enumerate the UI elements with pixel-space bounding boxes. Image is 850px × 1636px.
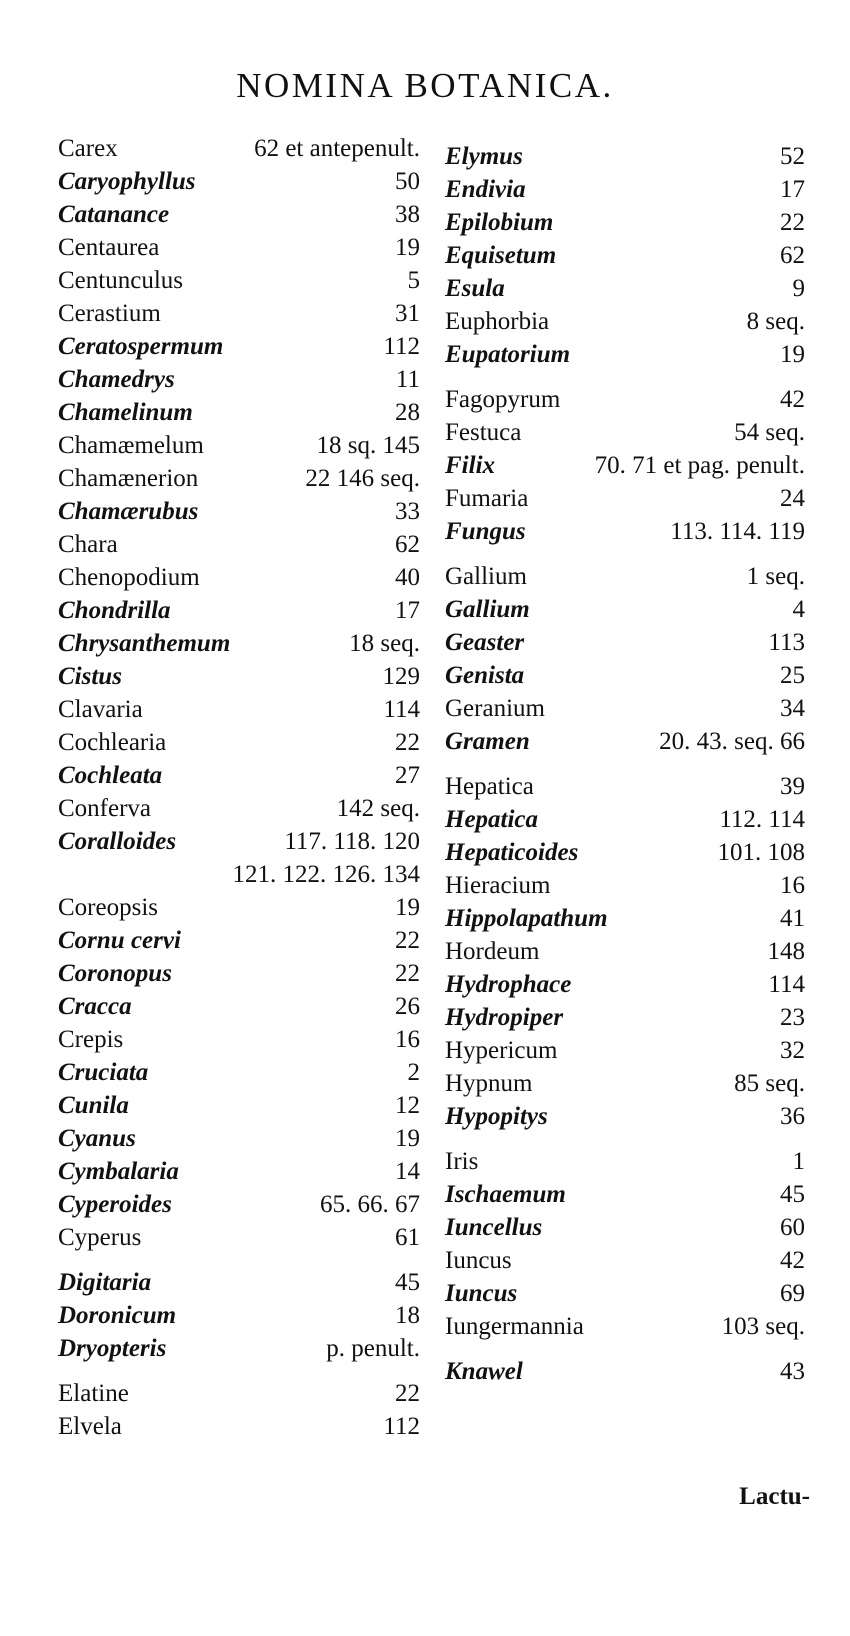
index-term: Gramen	[445, 728, 530, 755]
index-entry	[445, 449, 805, 482]
index-term: Eupatorium	[445, 341, 571, 368]
index-entry	[58, 264, 420, 297]
index-entry	[445, 1100, 805, 1133]
index-page-ref: 11	[395, 366, 420, 393]
index-page-ref: 19	[395, 894, 420, 921]
index-page-ref: 40	[395, 564, 420, 591]
index-page-ref: 26	[395, 993, 420, 1020]
index-entry	[58, 693, 420, 726]
page-title: NOMINA BOTANICA.	[236, 66, 614, 105]
index-page-ref: 42	[780, 1247, 805, 1274]
index-term: Festuca	[445, 419, 522, 446]
index-term: Hepaticoides	[445, 839, 579, 866]
index-term: Chamedrys	[58, 366, 175, 393]
index-term: Iuncus	[445, 1280, 518, 1307]
index-page-ref: 36	[780, 1103, 805, 1130]
index-entry	[58, 429, 420, 462]
index-entry	[58, 660, 420, 693]
index-page-ref: 117. 118. 120	[284, 828, 420, 855]
index-entry	[58, 297, 420, 330]
index-term: Carex	[58, 135, 118, 162]
entry-gap	[58, 1365, 420, 1377]
index-entry	[445, 968, 805, 1001]
index-page-ref: 22	[395, 729, 420, 756]
index-page-ref: 129	[382, 663, 420, 690]
index-term: Crepis	[58, 1026, 124, 1053]
index-page-ref: 60	[780, 1214, 805, 1241]
index-term: Ischaemum	[445, 1181, 566, 1208]
index-page-ref: 1	[792, 1148, 805, 1175]
index-page-ref: 22	[395, 960, 420, 987]
index-entry	[58, 759, 420, 792]
index-entry	[58, 858, 420, 891]
index-term: Dryopteris	[58, 1335, 167, 1362]
index-page-ref: 20. 43. seq. 66	[659, 728, 805, 755]
index-entry	[58, 1221, 420, 1254]
index-page-ref: 101. 108	[717, 839, 805, 866]
index-entry	[58, 198, 420, 231]
index-term: Chamænerion	[58, 465, 199, 492]
index-page-ref: 17	[780, 176, 805, 203]
index-term: Cymbalaria	[58, 1158, 179, 1185]
index-entry	[58, 495, 420, 528]
index-entry	[445, 869, 805, 902]
index-term: Hypericum	[445, 1037, 558, 1064]
index-entry	[58, 1056, 420, 1089]
index-term: Knawel	[445, 1358, 523, 1385]
index-page-ref: 113. 114. 119	[670, 518, 805, 545]
index-term: Geaster	[445, 629, 525, 656]
index-term: Cerastium	[58, 300, 161, 327]
index-page-ref: 8 seq.	[746, 308, 805, 335]
index-entry	[445, 560, 805, 593]
index-term: Hepatica	[445, 806, 539, 833]
index-entry	[445, 338, 805, 371]
index-entry	[445, 770, 805, 803]
index-page-ref: 34	[780, 695, 805, 722]
index-entry	[445, 593, 805, 626]
index-term: Gallium	[445, 596, 530, 623]
index-term: Hypopitys	[445, 1103, 548, 1130]
index-page-ref: 50	[395, 168, 420, 195]
entry-gap	[445, 371, 805, 383]
index-term: Hieracium	[445, 872, 551, 899]
index-entry	[445, 206, 805, 239]
index-entry	[58, 132, 420, 165]
index-page-ref: 23	[780, 1004, 805, 1031]
index-entry	[58, 231, 420, 264]
index-entry	[58, 627, 420, 660]
index-page-ref: 25	[780, 662, 805, 689]
index-entry	[58, 1023, 420, 1056]
index-term: Caryophyllus	[58, 168, 196, 195]
index-entry	[445, 1067, 805, 1100]
index-page-ref: 61	[395, 1224, 420, 1251]
index-entry	[445, 1277, 805, 1310]
index-entry	[58, 363, 420, 396]
index-term: Chara	[58, 531, 118, 558]
index-term: Coronopus	[58, 960, 172, 987]
index-term: Filix	[445, 452, 496, 479]
index-entry	[58, 1122, 420, 1155]
index-page-ref: 38	[395, 201, 420, 228]
index-entry	[58, 528, 420, 561]
index-entry	[58, 462, 420, 495]
index-entry	[58, 957, 420, 990]
index-term: Euphorbia	[445, 308, 550, 335]
index-entry	[58, 792, 420, 825]
index-page-ref: 22	[395, 1380, 420, 1407]
index-page-ref: 28	[395, 399, 420, 426]
index-term: Iris	[445, 1148, 479, 1175]
index-term: Doronicum	[58, 1302, 177, 1329]
index-term: Chenopodium	[58, 564, 200, 591]
index-term: Equisetum	[445, 242, 557, 269]
index-page-ref: 45	[395, 1269, 420, 1296]
index-entry	[58, 1377, 420, 1410]
index-entry	[58, 1299, 420, 1332]
index-entry	[58, 1266, 420, 1299]
index-entry	[58, 330, 420, 363]
index-page-ref: 27	[395, 762, 420, 789]
index-entry	[445, 1355, 805, 1388]
index-page-ref: 19	[780, 341, 805, 368]
index-page-ref: 18	[395, 1302, 420, 1329]
index-page-ref: 112. 114	[719, 806, 805, 833]
index-entry	[58, 1155, 420, 1188]
index-entry	[58, 396, 420, 429]
index-page-ref: p. penult.	[326, 1335, 420, 1362]
index-page-ref: 70. 71 et pag. penult.	[594, 452, 805, 479]
index-term: Chamærubus	[58, 498, 199, 525]
index-page-ref: 103 seq.	[721, 1313, 805, 1340]
index-entry	[58, 1188, 420, 1221]
index-term: Chamelinum	[58, 399, 193, 426]
index-page-ref: 62	[780, 242, 805, 269]
index-term: Hydrophace	[445, 971, 572, 998]
index-page-ref: 54 seq.	[734, 419, 805, 446]
index-page-ref: 16	[780, 872, 805, 899]
index-term: Cruciata	[58, 1059, 149, 1086]
index-entry	[58, 825, 420, 858]
index-page-ref: 42	[780, 386, 805, 413]
index-page-ref: 5	[407, 267, 420, 294]
index-term: Elatine	[58, 1380, 129, 1407]
index-page-ref: 43	[780, 1358, 805, 1385]
index-entry	[445, 383, 805, 416]
index-term: Hordeum	[445, 938, 540, 965]
index-entry	[445, 725, 805, 758]
index-term: Cracca	[58, 993, 132, 1020]
index-page-ref: 69	[780, 1280, 805, 1307]
index-entry	[445, 1001, 805, 1034]
entry-gap	[445, 548, 805, 560]
index-entry	[445, 659, 805, 692]
index-page-ref: 18 seq.	[349, 630, 420, 657]
index-term: Elvela	[58, 1413, 122, 1440]
index-page-ref: 33	[395, 498, 420, 525]
index-term: Cornu cervi	[58, 927, 181, 954]
index-page-ref: 62 et antepenult.	[254, 135, 420, 162]
index-page-ref: 1 seq.	[746, 563, 805, 590]
index-term: Hypnum	[445, 1070, 533, 1097]
index-entry	[445, 1244, 805, 1277]
index-page-ref: 22	[395, 927, 420, 954]
index-entry	[58, 1089, 420, 1122]
index-page-ref: 12	[395, 1092, 420, 1119]
index-page-ref: 22	[780, 209, 805, 236]
index-page-ref: 121. 122. 126. 134	[232, 861, 420, 888]
index-term: Chrysanthemum	[58, 630, 231, 657]
index-term: Clavaria	[58, 696, 143, 723]
index-term: Geranium	[445, 695, 545, 722]
index-entry	[58, 990, 420, 1023]
index-entry	[58, 891, 420, 924]
index-term: Centunculus	[58, 267, 183, 294]
index-term: Gallium	[445, 563, 527, 590]
entry-gap	[445, 758, 805, 770]
index-entry	[445, 902, 805, 935]
index-page-ref: 112	[383, 333, 420, 360]
index-term: Epilobium	[445, 209, 554, 236]
index-term: Coreopsis	[58, 894, 158, 921]
index-entry	[445, 305, 805, 338]
index-term: Cunila	[58, 1092, 129, 1119]
index-term: Fungus	[445, 518, 526, 545]
index-term: Cyperoides	[58, 1191, 172, 1218]
index-entry	[445, 239, 805, 272]
index-term: Catanance	[58, 201, 170, 228]
index-entry	[445, 416, 805, 449]
index-column-right	[445, 140, 805, 1388]
entry-gap	[445, 1343, 805, 1355]
index-term: Hepatica	[445, 773, 534, 800]
index-term: Elymus	[445, 143, 523, 170]
index-entry	[58, 1332, 420, 1365]
index-page-ref: 18 sq. 145	[316, 432, 420, 459]
index-term: Iuncellus	[445, 1214, 543, 1241]
index-page-ref: 85 seq.	[734, 1070, 805, 1097]
index-term: Cochleata	[58, 762, 163, 789]
index-entry	[445, 1211, 805, 1244]
index-term: Hydropiper	[445, 1004, 564, 1031]
index-entry	[445, 1034, 805, 1067]
index-term: Chondrilla	[58, 597, 171, 624]
index-page-ref: 148	[767, 938, 805, 965]
index-term: Ceratospermum	[58, 333, 224, 360]
index-term: Iuncus	[445, 1247, 512, 1274]
index-entry	[445, 1145, 805, 1178]
index-entry	[445, 482, 805, 515]
index-entry	[58, 726, 420, 759]
index-term: Fumaria	[445, 485, 529, 512]
index-term: Esula	[445, 275, 505, 302]
index-page-ref: 16	[395, 1026, 420, 1053]
index-entry	[58, 165, 420, 198]
index-entry	[445, 173, 805, 206]
index-term: Endivia	[445, 176, 526, 203]
index-term: Cistus	[58, 663, 122, 690]
index-entry	[445, 1310, 805, 1343]
index-page-ref: 65. 66. 67	[320, 1191, 420, 1218]
index-page-ref: 113	[768, 629, 805, 656]
index-entry	[445, 626, 805, 659]
index-entry	[58, 924, 420, 957]
index-term: Cyanus	[58, 1125, 136, 1152]
index-page-ref: 22 146 seq.	[305, 465, 420, 492]
index-page-ref: 31	[395, 300, 420, 327]
entry-gap	[445, 1133, 805, 1145]
index-page-ref: 32	[780, 1037, 805, 1064]
index-entry	[445, 515, 805, 548]
index-page-ref: 14	[395, 1158, 420, 1185]
index-term: Digitaria	[58, 1269, 152, 1296]
index-term: Cochlearia	[58, 729, 167, 756]
index-entry	[58, 594, 420, 627]
index-page-ref: 19	[395, 234, 420, 261]
index-page-ref: 41	[780, 905, 805, 932]
index-page-ref: 17	[395, 597, 420, 624]
index-page-ref: 24	[780, 485, 805, 512]
index-term: Conferva	[58, 795, 152, 822]
index-entry	[445, 836, 805, 869]
index-entry	[445, 272, 805, 305]
index-term: Chamæmelum	[58, 432, 204, 459]
index-page-ref: 114	[768, 971, 805, 998]
index-entry	[445, 935, 805, 968]
index-page-ref: 114	[383, 696, 420, 723]
index-page-ref: 9	[792, 275, 805, 302]
index-page-ref: 4	[792, 596, 805, 623]
index-page-ref: 112	[383, 1413, 420, 1440]
entry-gap	[58, 1254, 420, 1266]
index-term: Hippolapathum	[445, 905, 608, 932]
index-page-ref: 45	[780, 1181, 805, 1208]
index-page-ref: 19	[395, 1125, 420, 1152]
index-page-ref: 39	[780, 773, 805, 800]
index-entry	[58, 1410, 420, 1443]
index-entry	[58, 561, 420, 594]
index-term: Genista	[445, 662, 525, 689]
index-term: Iungermannia	[445, 1313, 584, 1340]
index-entry	[445, 692, 805, 725]
index-entry	[445, 140, 805, 173]
index-entry	[445, 803, 805, 836]
index-page-ref: 62	[395, 531, 420, 558]
index-page-ref: 52	[780, 143, 805, 170]
index-page-ref: 2	[407, 1059, 420, 1086]
index-entry	[445, 1178, 805, 1211]
index-term: Coralloides	[58, 828, 177, 855]
index-term: Centaurea	[58, 234, 160, 261]
index-term: Fagopyrum	[445, 386, 561, 413]
catchword: Lactu-	[739, 1483, 810, 1510]
index-term: Cyperus	[58, 1224, 142, 1251]
index-page-ref: 142 seq.	[336, 795, 420, 822]
index-column-left	[58, 132, 420, 1443]
